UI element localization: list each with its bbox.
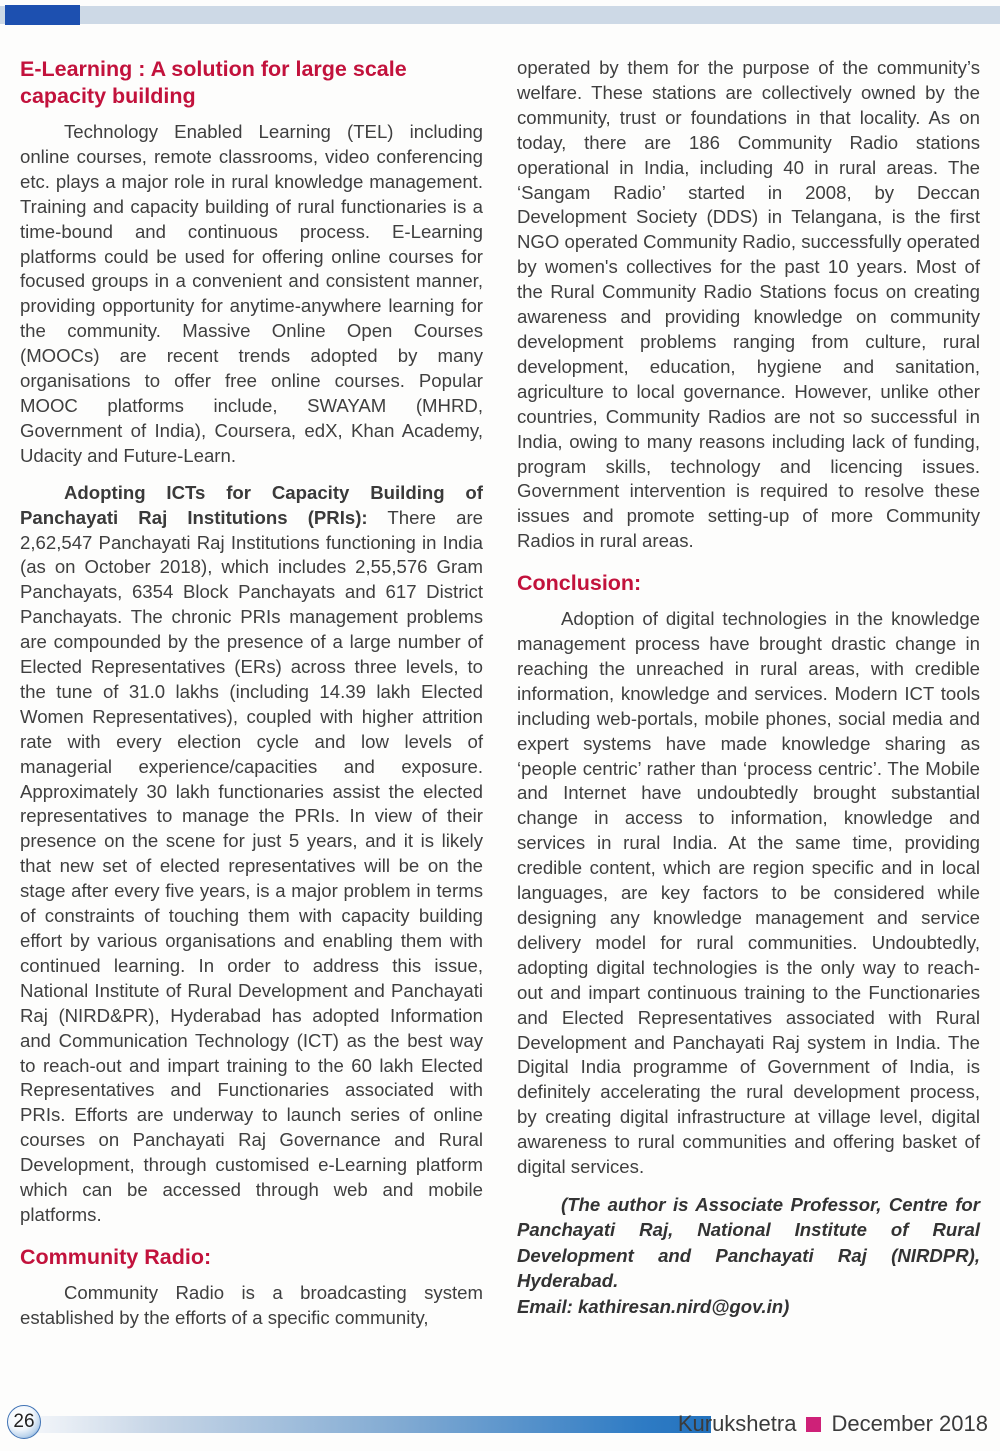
paragraph-icts bbox=[20, 481, 483, 1228]
left-column bbox=[20, 56, 483, 1343]
paragraph-community-radio-continued: operated by them for the purpose of the community’s welfare. These stations are collectively owned by the community, trust or foundations in that locality. As on today, there are 186 Community Radio stations operational in India, including 40 in rural areas. The ‘Sangam Radio’ started in 2008, by Deccan Development Society (DDS) in Telangana, is the first NGO operated Community Radio, successfully operated by women's collectives for the past 10 years. Most of the Rural Community Radio Stations focus on creating awareness and providing knowledge on community development problems ranging from culture, rural development, education, hygiene and sanitation, agriculture to local governance. However, unlike other countries, Community Radios are not so successful in India, owing to many reasons including lack of funding, program skills, technology and licencing issues. Government intervention is required to resolve these issues and promote setting-up of more Community Radios in rural areas. bbox=[517, 57, 980, 552]
footer-gradient-bar bbox=[36, 1416, 711, 1433]
paragraph-icts-text: There are 2,62,547 Panchayati Raj Institutions functioning in India (as on October 2018), which includes 2,55,576 Gram Panchayats, 6354 Block Panchayats and 617 District Panchayats. The chronic PRIs management problems are compounded by the presence of a large number of Elected Representatives (ERs) across three levels, to the tune of 31.0 lakhs (including 14.39 lakh Elected Women Representatives), coupled with higher attrition rate with every election cycle and low levels of managerial experience/capacities and exposure. Approximately 30 lakh functionaries assist the elected representatives to manage the PRIs. In view of their presence on the scene for just 5 years, and it is likely that new set of elected representatives will be on the stage after every five years, is a major problem in terms of constraints of touching them with capacity building effort by various organisations and enabling them with continued learning. In order to address this issue, National Institute of Rural Development and Panchayati Raj (NIRD&PR), Hyderabad has adopted Information and Communication Technology (ICT) as the best way to reach-out and impart training to the 60 lakh Elected Representatives and Functionaries associated with PRIs. Efforts are underway to launch series of online courses on Panchayati Raj Governance and Rural Development, through customised e-Learning platform which can be accessed through web and mobile platforms. bbox=[20, 506, 483, 1225]
issue-date: December 2018 bbox=[831, 1411, 988, 1436]
paragraph-tel: Technology Enabled Learning (TEL) including online courses, remote classrooms, video conferencing etc. plays a major role in rural knowledge management. Training and capacity building of rural functionaries is a time-bound and continuous process. E-Learning platforms could be used for offering online courses for focused groups in a convenient and consistent manner, providing opportunity for anytime-anywhere learning for the community. Massive Online Open Courses (MOOCs) are recent trends adopted by many organisations to offer free online courses. Popular MOOC platforms include, SWAYAM (MHRD, Government of India), Coursera, edX, Khan Academy, Udacity and Future-Learn. bbox=[20, 121, 483, 466]
section-heading-elearning: E-Learning : A solution for large scale capacity building bbox=[20, 57, 407, 108]
section-heading-conclusion: Conclusion: bbox=[517, 571, 642, 596]
header-blue-block bbox=[5, 5, 80, 25]
magazine-name: Kurukshetra bbox=[677, 1411, 797, 1436]
section-heading-community-radio: Community Radio: bbox=[20, 1244, 212, 1269]
article-body bbox=[20, 56, 980, 1343]
page-footer bbox=[0, 1403, 1000, 1445]
right-column bbox=[517, 56, 980, 1343]
page-number: 26 bbox=[13, 1411, 35, 1432]
header-bar bbox=[0, 6, 1000, 24]
paragraph-conclusion: Adoption of digital technologies in the knowledge management process have brought drastic change in reaching the unreached in rural areas, with credible information, knowledge and services. Modern ICT tools including web-portals, mobile phones, social media and expert systems have made knowledge sharing as ‘people centric’ rather than ‘process centric’. The Mobile and Internet have undoubtedly brought substantial change in access to information, knowledge and services in rural India. At the same time, providing credible content, which are region specific and in local languages, are key factors to be considered while designing any knowledge management and service delivery model for rural communities. Undoubtedly, adopting digital technologies is the only way to reach-out and impart continuous training to the Functionaries and Elected Representatives associated with Rural Development and Panchayati Raj system in India. The Digital India programme of Government of India, is definitely accelerating the rural development process, by creating digital infrastructure at village level, digital awareness to rural communities and offering basket of digital services. bbox=[517, 608, 980, 1178]
author-email: Email: kathiresan.nird@gov.in) bbox=[517, 1295, 790, 1317]
paragraph-bold-lead: Adopting ICTs for Capacity Building of Panchayati Raj Institutions (PRIs): bbox=[20, 481, 483, 528]
magenta-square-icon bbox=[806, 1417, 821, 1432]
author-credit: (The author is Associate Professor, Centre for Panchayati Raj, National Institute of Rural Development and Panchayati Raj (NIRDPR), Hyderabad. bbox=[517, 1193, 980, 1292]
paragraph-community-radio-start: Community Radio is a broadcasting system established by the efforts of a specific community, bbox=[20, 1281, 483, 1328]
page-number-badge bbox=[7, 1405, 41, 1439]
footer-text bbox=[678, 1409, 988, 1439]
